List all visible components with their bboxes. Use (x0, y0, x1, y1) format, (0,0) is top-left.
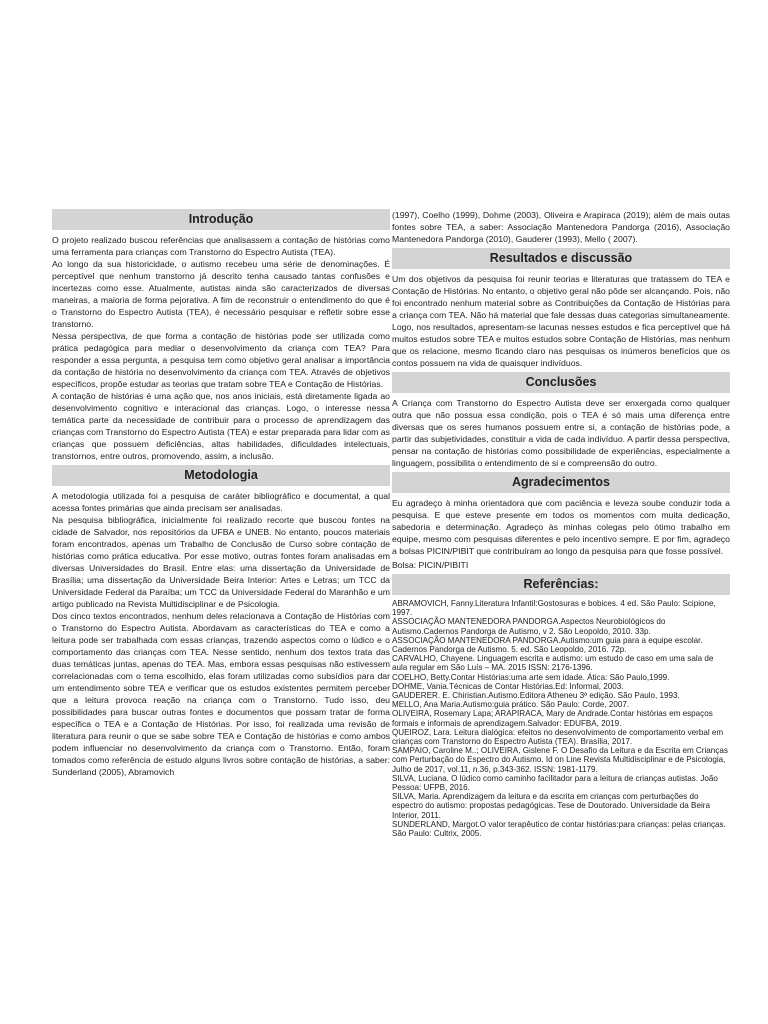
paragraph: Nessa perspectiva, de que forma a contação de histórias pode ser utilizada como prática pedagógica para mediar o desenvolvimento da criança com TEA? Para responder a essa pergunta, a pesquisa tem como objetivo geral analisar a importância da contação de história no desenvolvimento da criança com TEA. Através de objetivos específicos, propõe estudar as teorias que tratam sobre TEA e Contação de Histórias. (52, 331, 390, 389)
paragraph: Eu agradeço à minha orientadora que com paciência e leveza soube conduzir toda a pesquisa. E que esteve presente em todos os momentos com muita dedicação, sabedoria e determinação. Agradeço às minhas colegas pelo ótimo trabalho em equipe, mesmo com pesquisas diferentes e pelo incentivo sempre. E por fim, agradeço a bolsas PICIN/PIBIT que contribuíram ao longo da pesquisa para que fosse possível. (392, 498, 730, 556)
paragraph: A contação de histórias é uma ação que, nos anos iniciais, está diretamente ligada ao desenvolvimento cognitivo e interacional das crianças. Logo, o interesse nessa temática parte da necessidade de contribuir para o processo de aprendizagem das crianças com Transtorno do Espectro Autista (TEA) e estar preparada para lidar com as crianças que possuem deficiências, altas habilidades, dificuldades intelectuais, transtornos, entre outros, promovendo, assim, a inclusão. (52, 391, 390, 461)
left-column (52, 209, 390, 781)
paragraph: O projeto realizado buscou referências que analisassem a contação de histórias como uma ferramenta para crianças com Transtorno do Espectro Autista (TEA). (52, 235, 390, 257)
metodologia-continuation (392, 209, 730, 245)
paragraph: Dos cinco textos encontrados, nenhum deles relacionava a Contação de Histórias com o Transtorno do Espectro Autista. Abordavam as características do TEA e como a leitura pode ser trabalhada com essas crianças, trazendo aspectos como o lúdico e o comportamento das crianças com TEA. Nesse sentido, nenhum dos textos trata das duas temáticas juntas, apenas do TEA. Mas, embora essas pesquisas não estivessem correlacionadas com o tema escolhido, elas foram utilizadas como subsídios para dar um entendimento sobre TEA e verificar que os estudos existentes permitem perceber que a leitura provoca reação na criança com o Transtorno. Tudo isso, deu possibilidades para buscar outras fontes e documentos que possam tratar de forma específica o TEA e a Contação de Histórias. Por isso, foi realizada uma revisão de literatura para reunir o que se sabe sobre TEA e Contação de histórias e como ambos podem influenciar no desenvolvimento da criança com o Transtorno. Então, foram tomados como referência de estudo alguns livros sobre contação de histórias, a saber: Sunderland (2005), Abramovich (52, 611, 390, 777)
reference-entry: QUEIROZ, Lara. Leitura dialógica: efeitos no desenvolvimento de comportamento verbal em crianças com Transtorno do Espectro Autista (TEA). Brasília, 2017. (392, 727, 724, 747)
section-heading: Referências: (392, 574, 730, 595)
reference-entry: COELHO, Betty.Contar Histórias:uma arte sem idade. Ática: São Paulo,1999. (392, 672, 670, 682)
section-resultados (392, 248, 730, 369)
section-introducao (52, 209, 390, 462)
reference-entry: ASSOCIAÇÃO MANTENEDORA PANDORGA.Autismo:um guia para a equipe escolar. Cadernos Pandorga de Autismo. 5. ed. São Leopoldo, 2016. 72p. (392, 635, 703, 655)
paragraph: A Criança com Transtorno do Espectro Autista deve ser enxergada como qualquer outra que não possua essa condição, pois o TEA é só mais uma diferença entre diversas que os seres humanos possuem entre si, a contação de histórias pode, a partir das subjetividades, constituir a vida de cada indivíduo. A partir dessa perspectiva, pensar na contação de histórias como possibilidade de experiências, especialmente a linguagem, possibilita o entendimento de si e compreensão do outro. (392, 398, 730, 468)
reference-entry: OLIVEIRA, Rosemary Lapa; ARAPIRACA, Mary de Andrade.Contar histórias em espaços formais e informais de aprendizagem.Salvador: EDUFBA, 2019. (392, 709, 713, 728)
paragraph: A metodologia utilizada foi a pesquisa de caráter bibliográfico e documental, a qual acessa fontes primárias que ainda precisam ser analisadas. (52, 491, 390, 513)
section-heading: Introdução (52, 209, 390, 230)
reference-entry: SAMPAIO, Caroline M..; OLIVEIRA, Gislene F. O Desafio da Leitura e da Escrita em Crianças com Perturbação do Espectro do Autismo. Id on Line Revista Multidisciplinar e de Psicologia, Julho de 2017, vol.11, n.36, p.343-362. ISSN: 1981-1179. (392, 746, 728, 774)
section-heading: Agradecimentos (392, 472, 730, 493)
paragraph: (1997), Coelho (1999), Dohme (2003), Oliveira e Arapiraca (2019); além de mais outas fontes sobre TEA, a saber: Associação Mantenedora Pandorga (2016), Associação Mantenedora Pandorga (2010), Gauderer (1993), Mello ( 2007). (392, 210, 730, 244)
reference-list (392, 599, 730, 838)
section-metodologia (52, 465, 390, 778)
reference-entry: DOHME, Vania.Técnicas de Contar Histórias.Ed: Informal, 2003. (392, 681, 624, 691)
right-column (392, 209, 730, 841)
reference-entry: GAUDERER. E. Chiristian.Autismo.Editora Atheneu 3ª edição. São Paulo, 1993. (392, 691, 680, 701)
reference-entry: ASSOCIAÇÃO MANTENEDORA PANDORGA.Aspectos Neurobiológicos do Autismo.Cadernos Pandorga de Autismo, v 2. São Leopoldo, 2010. 33p. (392, 617, 666, 636)
paragraph: Na pesquisa bibliográfica, inicialmente foi realizado recorte que buscou fontes na cidade de Salvador, nos repositórios da UFBA e UNEB. No entanto, poucos materiais foram encontrados, apenas um Trabalho de Conclusão de Curso sobre contação de histórias como prática educativa. Por esse motivo, outras fontes foram analisadas em diversas Universidades do Brasil. Entre elas: uma dissertação da Universidade de Brasília; uma dissertação da Universidade Beira Interior: Artes e Letras; um TCC da Universidade Federal da Paraíba; um TCC da Universidade Federal do Maranhão e um artigo publicado na Revista Multidisciplinar e de Psicologia. (52, 515, 390, 609)
section-heading: Conclusões (392, 372, 730, 393)
reference-entry: MELLO, Ana Maria.Autismo:guia prático. São Paulo: Corde, 2007. (392, 700, 630, 710)
funding-note: Bolsa: PICIN/PIBITI (392, 560, 469, 570)
section-agradecimentos (392, 472, 730, 571)
section-conclusoes (392, 372, 730, 469)
section-heading: Resultados e discussão (392, 248, 730, 269)
reference-entry: ABRAMOVICH, Fanny.Literatura Infantil:Gostosuras e bobices. 4 ed. São Paulo: Scipione, 1997. (392, 599, 716, 618)
section-heading: Metodologia (52, 465, 390, 486)
paragraph: Ao longo da sua historicidade, o autismo recebeu uma série de denominações. É perceptível que nenhum transtorno já descrito tenha causado tantas confusões e incertezas como esse. Atualmente, autistas ainda são caracterizados de diversas maneiras, a maioria de forma pejorativa. A fim de reconstruir o entendimento do que é o Transtorno do Espectro Autista (TEA), é necessário pesquisar e refletir sobre esse transtorno. (52, 259, 390, 329)
section-referencias (392, 574, 730, 838)
reference-entry: SILVA, Maria. Aprendizagem da leitura e da escrita em crianças com perturbações do espectro do autismo: propostas pedagógicas. Tese de Doutorado. Universidade da Beira Interior, 2011. (392, 792, 710, 820)
reference-entry: SUNDERLAND, Margot.O valor terapêutico de contar histórias:para crianças: pelas crianças. São Paulo: Cultrix, 2005. (392, 819, 726, 839)
paragraph: Um dos objetivos da pesquisa foi reunir teorias e literaturas que tratassem do TEA e Contação de Histórias. No entanto, o objetivo geral não pôde ser alcançando. Pois, não foi encontrado nenhum material sobre as Contribuições da Contação de Histórias para a criança com TEA. Não há material que fale dessas duas categorias simultaneamente. Logo, nos resultados, apresentam-se lacunas nesses estudos e fica perceptível que há muitos estudos sobre TEA e muitos estudos sobre Contação de Histórias, mas nenhum que os relacione, mesmo ficando claro nas pesquisas os inúmeros benefícios que os contos possuem na vida de quaisquer indivíduos. (392, 274, 730, 368)
reference-entry: CARVALHO, Chayene. Linguagem escrita e autismo: um estudo de caso em uma sala de aula regular em São Luís – MA. 2015 ISSN: 2176-1396. (392, 654, 714, 673)
reference-entry: SILVA, Luciana. O lúdico como caminho facilitador para a leitura de crianças autistas. João Pessoa: UFPB, 2016. (392, 773, 718, 793)
